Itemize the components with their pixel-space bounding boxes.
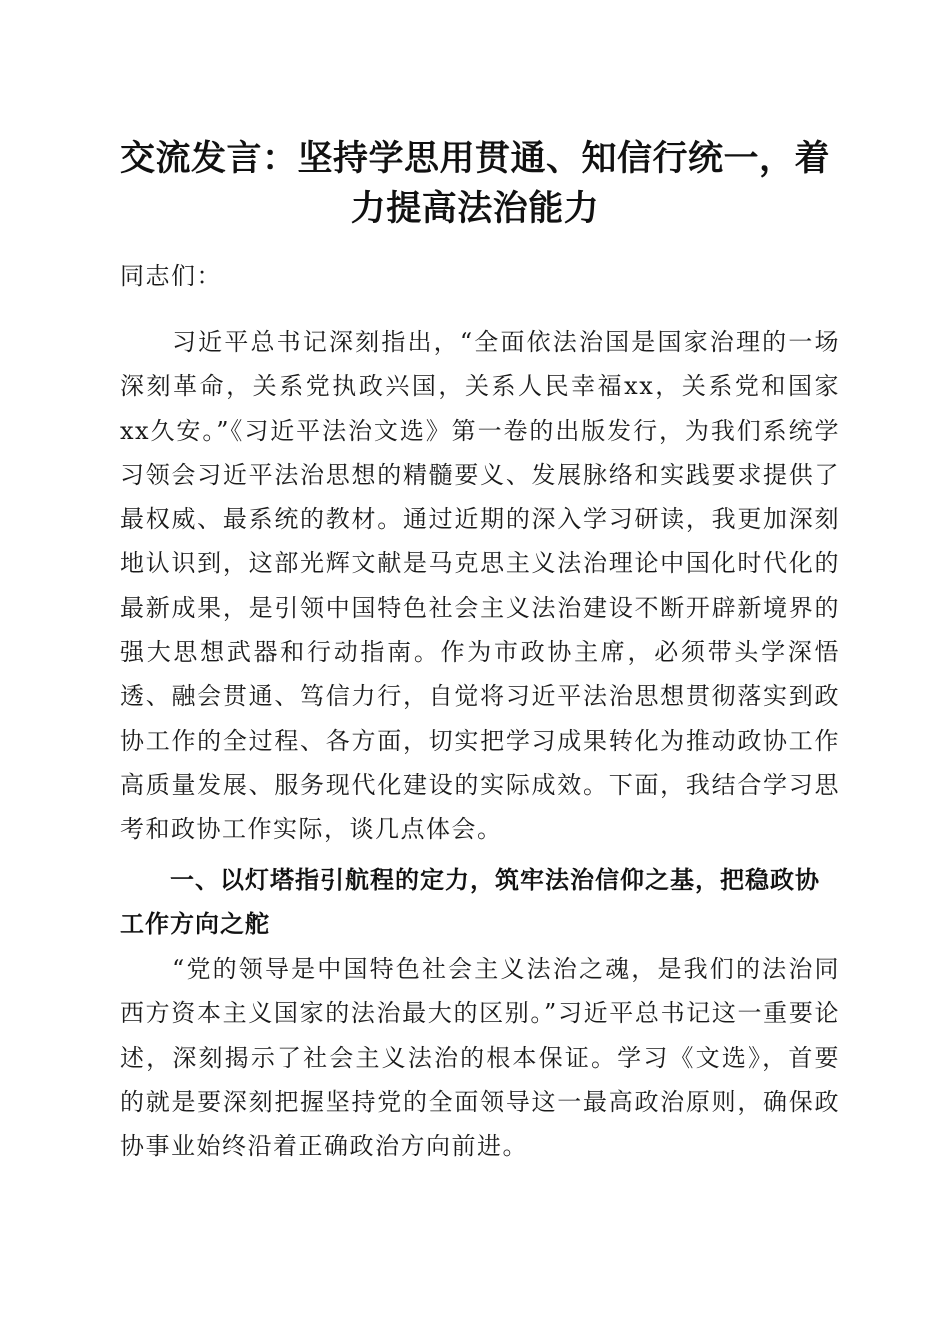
section-1-paragraph: “党的领导是中国特色社会主义法治之魂，是我们的法治同西方资本主义国家的法治最大的区别。”习近平总书记这一重要论述，深刻揭示了社会主义法治的根本保证。学习《文选》，首要的就是要深刻把握坚持党的全面领导这一最高政治原则，确保政协事业始终沿着正确政治方向前进。 xyxy=(120,955,840,1161)
section-heading-1: 一、以灯塔指引航程的定力，筑牢法治信仰之基，把稳政协工作方向之舵 xyxy=(120,866,820,939)
document-title: 交流发言：坚持学思用贯通、知信行统一，着力提高法治能力 xyxy=(119,138,830,229)
intro-paragraph: 习近平总书记深刻指出，“全面依法治国是国家治理的一场深刻革命，关系党执政兴国，关系人民幸福xx，关系党和国家xx久安。”《习近平法治文选》第一卷的出版发行，为我们系统学习领会习近平法治思想的精髓要义、发展脉络和实践要求提供了最权威、最系统的教材。通过近期的深入学习研读，我更加深刻地认识到，这部光辉文献是马克思主义法治理论中国化时代化的最新成果，是引领中国特色社会主义法治建设不断开辟新境界的强大思想武器和行动指南。作为市政协主席，必须带头学深悟透、融会贯通、笃信力行，自觉将习近平法治思想贯彻落实到政协工作的全过程、各方面，切实把学习成果转化为推动政协工作高质量发展、服务现代化建设的实际成效。下面，我结合学习思考和政协工作实际，谈几点体会。 xyxy=(120,328,840,844)
salutation: 同志们： xyxy=(120,262,222,290)
